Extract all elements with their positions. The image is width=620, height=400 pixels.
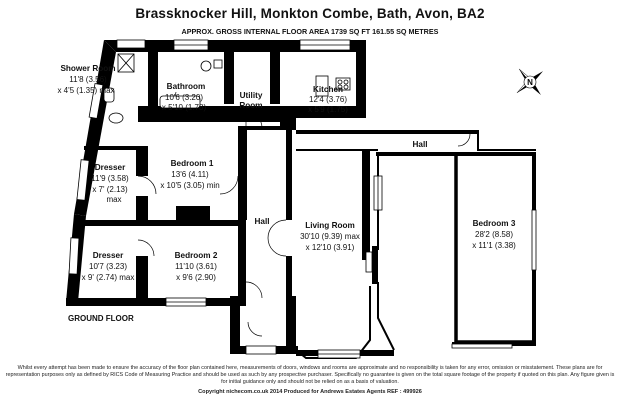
bedroom-1-dim2: x 10'5 (3.05) min [160, 181, 220, 190]
compass-north-label: N [527, 78, 533, 87]
shower-room-dim2: x 4'5 (1.35) max [57, 86, 115, 95]
dresser-2-name: Dresser [92, 251, 124, 260]
bathroom-dim2: x 5'10 (1.78) [161, 103, 207, 112]
utility-room-name2: Room [239, 101, 263, 110]
bedroom-3-name: Bedroom 3 [472, 219, 516, 228]
dresser-2-dim1: 10'7 (3.23) [89, 262, 127, 271]
shower-room-dim1: 11'8 (3.56) [69, 75, 107, 84]
bathroom-name: Bathroom [166, 82, 206, 91]
floor-area-subtitle: APPROX. GROSS INTERNAL FLOOR AREA 1739 SQ FT 161.55 SQ METRES [181, 27, 439, 36]
compass-icon [512, 64, 548, 100]
floor-label: GROUND FLOOR [68, 314, 134, 323]
bedroom-1-name: Bedroom 1 [170, 159, 214, 168]
living-room-name: Living Room [305, 221, 355, 230]
dresser-1-dim1: 11'9 (3.58) [91, 174, 129, 183]
bedroom-2-name: Bedroom 2 [174, 251, 218, 260]
dresser-1-dim2: x 7' (2.13) [92, 185, 128, 194]
bedroom-1-dim1: 13'6 (4.11) [171, 170, 209, 179]
bedroom-3-dim1: 28'2 (8.58) [475, 230, 513, 239]
utility-room-name1: Utility [239, 91, 263, 100]
copyright-footer: Copyright nichecom.co.uk 2014 Produced for Andrews Estates Agents REF : 499926 [198, 389, 422, 395]
kitchen-dim2: x 5'9 (1.75) [308, 105, 348, 114]
bedroom-2-dim1: 11'10 (3.61) [175, 262, 217, 271]
kitchen-name: Kitchen [312, 85, 344, 94]
hall-lower-name: Hall [254, 217, 270, 226]
dresser-1-name: Dresser [94, 163, 126, 172]
walls [66, 40, 536, 356]
plan-title: Brassknocker Hill, Monkton Combe, Bath, Avon, BA2 [135, 6, 485, 21]
bedroom-3-dim2: x 11'1 (3.38) [472, 241, 516, 250]
living-room-dim2: x 12'10 (3.91) [305, 243, 355, 252]
hall-upper-name: Hall [412, 140, 428, 149]
bathroom-dim1: 10'6 (3.20) [165, 93, 203, 102]
kitchen-dim1: 12'4 (3.76) [309, 95, 347, 104]
dresser-1-dim3: max [106, 195, 122, 204]
living-room-dim1: 30'10 (9.39) max [300, 232, 360, 241]
disclaimer-text: Whilst every attempt has been made to ensure the accuracy of the floor plan contained here, measurements of doors, windows and rooms are approximate and no responsibility is taken for any error, omission or misstatement. These plans are for representation purposes only as defined by RICS Code of Measuring Practice and should be used as such by any prospective purchaser. Specifically no guarantee is given on the total square footage of the property if quoted on this plan. Any figure given is for initial guidance only and should not be relied on as a basis of valuation. [5, 365, 615, 386]
dresser-2-dim2: x 9' (2.74) max [81, 273, 135, 282]
bedroom-2-dim2: x 9'6 (2.90) [176, 273, 216, 282]
shower-room-name: Shower Room [60, 64, 116, 73]
toilet-icon [109, 113, 123, 123]
